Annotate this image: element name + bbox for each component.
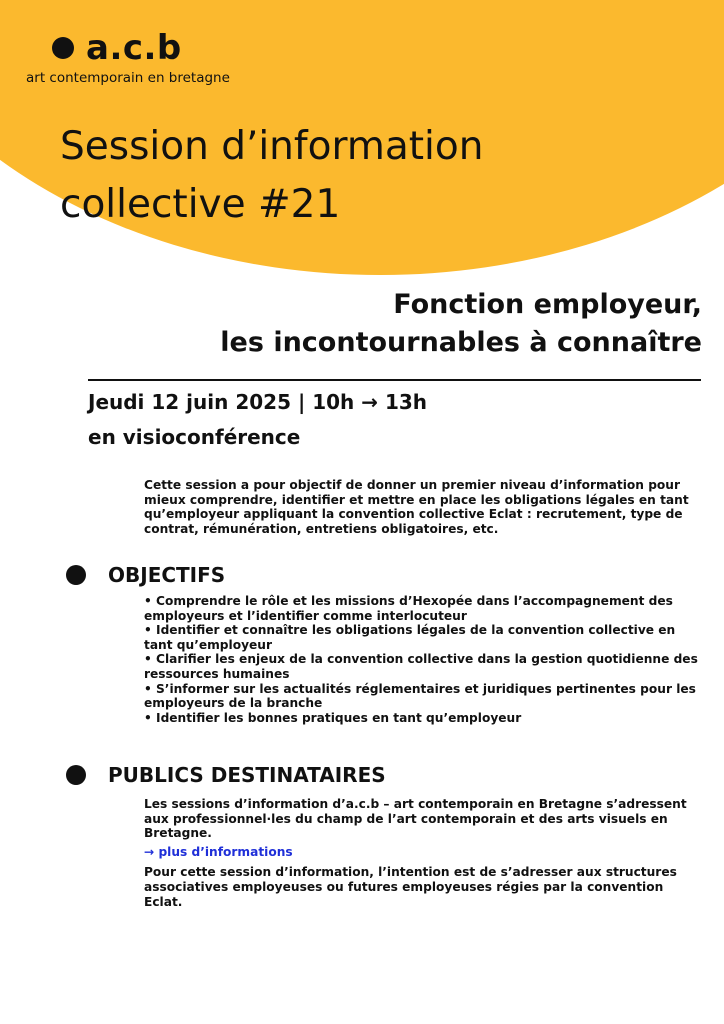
list-item: • S’informer sur les actualités réglementaires et juridiques pertinentes pour les employeurs de la branche xyxy=(144,681,696,711)
divider xyxy=(88,379,701,381)
logo-subtitle: art contemporain en bretagne xyxy=(26,70,230,86)
section-bullet-icon xyxy=(66,565,86,585)
publics-content xyxy=(144,797,704,909)
more-info-link[interactable]: → plus d’informations xyxy=(144,844,293,859)
publics-paragraph-1: Les sessions d’information d’a.c.b – art contemporain en Bretagne s’adressent aux professionnel·les du champ de l’art contemporain et des arts visuels en Bretagne. xyxy=(144,797,687,841)
objectives-title: OBJECTIFS xyxy=(108,563,226,587)
page-subtitle xyxy=(220,286,702,362)
list-item: • Comprendre le rôle et les missions d’Hexopée dans l’accompagnement des employeurs et l’identifier comme interlocuteur xyxy=(144,594,673,623)
subtitle-line-1: Fonction employeur, xyxy=(393,289,702,320)
title-line-1: Session d’information xyxy=(60,124,484,169)
subtitle-line-2: les incontournables à connaître xyxy=(220,327,702,358)
intro-text: Cette session a pour objectif de donner un premier niveau d’information pour mieux comprendre, identifier et mettre en place les obligations légales en tant qu’employeur appliquant la convention collective Eclat : recrutement, type de contrat, rémunération, entretiens obligatoires, etc. xyxy=(144,478,689,536)
objectives-list xyxy=(144,594,704,725)
publics-heading xyxy=(66,763,386,787)
logo-name: a.c.b xyxy=(86,28,182,68)
event-mode: en visioconférence xyxy=(88,425,301,449)
logo xyxy=(26,28,230,86)
event-date: Jeudi 12 juin 2025 | 10h → 13h xyxy=(88,390,428,414)
publics-title: PUBLICS DESTINATAIRES xyxy=(108,763,386,787)
logo-dot-icon xyxy=(52,37,74,59)
objectives-heading xyxy=(66,563,225,587)
title-line-2: collective #21 xyxy=(60,182,341,227)
page-title xyxy=(60,118,483,234)
list-item: • Clarifier les enjeux de la convention collective dans la gestion quotidienne des ressources humaines xyxy=(144,652,698,681)
section-bullet-icon xyxy=(66,765,86,785)
publics-paragraph-2: Pour cette session d’information, l’intention est de s’adresser aux structures associatives employeuses ou futures employeuses régies par la convention Eclat. xyxy=(144,865,677,909)
list-item: • Identifier et connaître les obligations légales de la convention collective en tant qu’employeur xyxy=(144,623,676,652)
list-item: • Identifier les bonnes pratiques en tant qu’employeur xyxy=(144,710,522,725)
